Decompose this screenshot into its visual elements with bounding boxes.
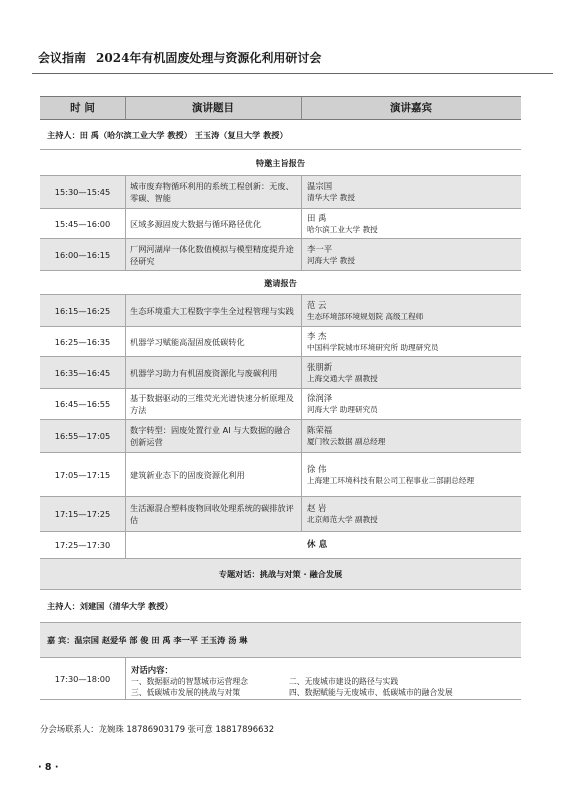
section-dialogue [40,559,521,590]
section-invited-label: 邀请报告 [264,277,297,288]
host-row [40,120,521,150]
table-row [40,327,521,357]
speaker-name: 范 云 [307,299,327,310]
header-conference-title: 2024年有机固废处理与资源化利用研讨会 [96,51,322,65]
table-row [40,209,521,239]
speaker-name: 李一平 [307,243,333,254]
column-header-title: 演讲题目 [192,102,234,114]
break-time: 17:25—17:30 [54,540,111,550]
schedule-table [40,96,521,700]
page-number: · 8 · [38,762,59,773]
row-title: 机器学习赋能高湿固废低碳转化 [130,336,245,347]
speaker-name: 徐 伟 [307,463,327,474]
row-time: 16:35—16:45 [54,367,111,378]
host-row-2 [40,590,521,623]
dialogue-time: 17:30—18:00 [54,673,111,684]
row-title: 区域多源固废大数据与循环路径优化 [130,218,262,229]
row-time: 17:15—17:25 [54,509,111,519]
speaker-affiliation: 河海大学 教授 [307,255,355,265]
table-header-row [40,96,521,120]
row-title: 生态环境重大工程数字孪生全过程管理与实践 [130,305,294,316]
speaker-affiliation: 河海大学 助理研究员 [307,405,378,414]
speaker-affiliation: 北京师范大学 副教授 [307,515,378,524]
contact-info: 分会场联系人：龙婉珠 18786903179 张可意 18817896632 [40,724,275,734]
column-header-speaker: 演讲嘉宾 [390,102,432,114]
row-title: 生活源混合塑料废物回收处理系统的碳排放评估 [130,503,294,525]
break-row [40,532,521,559]
speaker-affiliation: 哈尔滨工业大学 教授 [307,224,378,234]
topic-item: 四、数据赋能与无废城市、低碳城市的融合发展 [289,688,453,697]
dialogue-row [40,658,521,700]
row-time: 17:05—17:15 [54,469,111,480]
row-title: 厂网河湖岸一体化数值模拟与模型精度提升途径研究 [130,243,294,266]
table-row [40,497,521,532]
row-time: 16:15—16:25 [54,305,111,316]
table-row [40,420,521,453]
row-time: 16:00—16:15 [54,249,111,260]
row-time: 16:55—17:05 [54,431,111,441]
topic-item: 一、数据驱动的智慧城市运营理念 [131,677,248,686]
row-time: 16:25—16:35 [54,336,111,347]
topic-item: 二、无废城市建设的路径与实践 [289,677,399,686]
table-row [40,389,521,420]
section-dialogue-label: 专题对话：挑战与对策 · 融合发展 [218,569,343,579]
row-title: 建筑新业态下的固废资源化利用 [130,469,245,480]
table-row [40,295,521,327]
row-title: 数字转型：固废处置行业 AI 与大数据的融合创新运营 [130,425,291,447]
dialogue-label: 对话内容： [131,665,173,675]
column-header-time: 时 间 [70,102,95,114]
speaker-name: 温宗国 [307,181,333,191]
speaker-name: 田 禹 [307,212,327,223]
section-keynote [40,150,521,176]
speaker-name: 张朋新 [307,361,333,372]
speaker-affiliation: 上海建工环境科技有限公司工程事业二部副总经理 [307,475,475,485]
row-title: 基于数据驱动的三维荧光光谱快速分析原理及方法 [130,393,294,415]
row-time: 15:45—16:00 [54,218,111,229]
row-time: 15:30—15:45 [54,187,111,197]
running-header [38,49,321,66]
row-title: 机器学习助力有机固废资源化与废碳利用 [130,367,278,378]
row-time: 16:45—16:55 [54,399,111,409]
header-section: 会议指南 [38,51,87,65]
header-rule [32,73,553,74]
table-row [40,176,521,209]
table-row [40,239,521,271]
dialogue-topics [131,676,453,698]
speaker-affiliation: 清华大学 教授 [307,193,355,202]
table-row [40,453,521,497]
host-text: 主持人：田 禹（哈尔滨工业大学 教授） 王玉涛（复旦大学 教授） [47,129,288,140]
speaker-affiliation: 生态环境部环境规划院 高级工程师 [307,311,424,321]
speaker-name: 陈荣福 [307,425,333,435]
section-invited [40,271,521,295]
speaker-affiliation: 上海交通大学 副教授 [307,373,378,383]
topic-item: 三、低碳城市发展的挑战与对策 [131,688,241,697]
section-keynote-label: 特邀主旨报告 [255,157,306,168]
speaker-name: 赵 岩 [307,503,327,513]
speaker-name: 徐润泽 [307,393,333,403]
speaker-affiliation: 中国科学院城市环境研究所 助理研究员 [307,342,439,352]
speaker-name: 李 杰 [307,330,327,341]
row-title: 城市废弃物循环利用的系统工程创新：无废、零碳、智能 [130,181,294,203]
table-row [40,357,521,389]
guests-row [40,623,521,658]
speaker-affiliation: 厦门牧云数据 副总经理 [307,437,386,446]
guests-text: 嘉 宾：温宗国 赵爱华 部 俊 田 禹 李一平 王玉涛 汤 琳 [47,635,248,645]
break-label: 休 息 [307,540,328,550]
host2-text: 主持人：刘建国（清华大学 教授） [47,601,173,611]
